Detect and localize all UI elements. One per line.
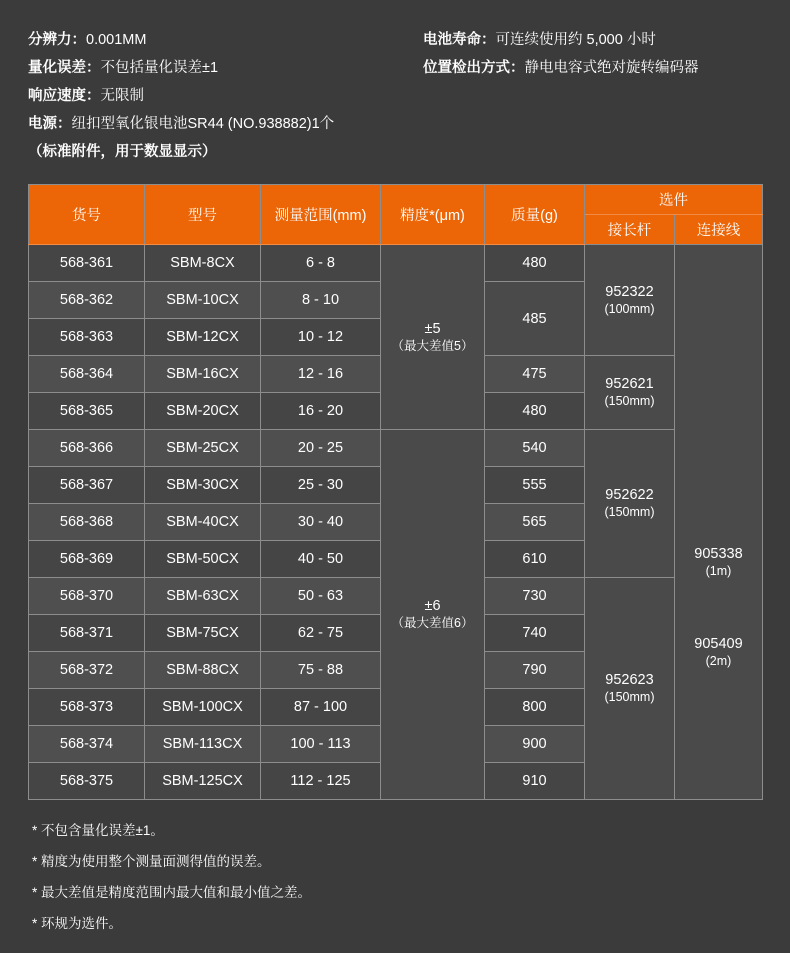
cell-code: 568-368 — [29, 504, 145, 541]
cell-mass-merged: 485 — [485, 282, 585, 356]
spec-battery-life-value: 可连续使用约 5,000 小时 — [495, 32, 656, 48]
cable-code-2: 905409 — [694, 635, 743, 652]
cell-model: SBM-50CX — [145, 541, 261, 578]
cell-model: SBM-30CX — [145, 467, 261, 504]
cell-model: SBM-100CX — [145, 689, 261, 726]
cell-range: 25 - 30 — [261, 467, 381, 504]
cell-mass: 790 — [485, 652, 585, 689]
extension-note: (100mm) — [604, 301, 655, 316]
table-header — [29, 185, 763, 245]
spec-spacer-3 — [423, 138, 762, 166]
cell-extension-group-1 — [585, 245, 675, 356]
spec-spacer-1 — [423, 82, 762, 110]
cable-note-2: (2m) — [705, 653, 732, 668]
product-table — [28, 184, 763, 800]
cell-mass: 910 — [485, 763, 585, 800]
spec-power-source-value: 纽扣型氧化银电池SR44 (NO.938882)1个 — [71, 116, 335, 132]
cell-code: 568-364 — [29, 356, 145, 393]
cell-code: 568-370 — [29, 578, 145, 615]
cell-code: 568-373 — [29, 689, 145, 726]
accuracy-value: ±6 — [424, 598, 441, 614]
extension-code: 952621 — [605, 376, 654, 392]
footnote-3: * 最大差值是精度范围内最大值和最小值之差。 — [32, 885, 312, 900]
footnote-4: * 环规为选件。 — [32, 916, 123, 931]
spec-power-source-note — [28, 138, 423, 166]
spec-resolution — [28, 26, 423, 54]
cell-model: SBM-40CX — [145, 504, 261, 541]
cell-code: 568-369 — [29, 541, 145, 578]
cell-range: 16 - 20 — [261, 393, 381, 430]
accuracy-note: （最大差值6） — [391, 616, 474, 630]
column-header-mass: 质量(g) — [485, 185, 585, 245]
cell-mass: 610 — [485, 541, 585, 578]
cell-mass: 730 — [485, 578, 585, 615]
cell-mass: 475 — [485, 356, 585, 393]
cell-accuracy-group-1 — [381, 245, 485, 430]
spec-response-speed — [28, 82, 423, 110]
accuracy-value: ±5 — [424, 320, 441, 337]
spec-response-speed-value: 无限制 — [100, 88, 144, 104]
spec-battery-life-label: 电池寿命： — [423, 32, 496, 48]
spec-power-source — [28, 110, 423, 138]
cell-model: SBM-20CX — [145, 393, 261, 430]
column-header-accuracy: 精度*(μm) — [381, 185, 485, 245]
cell-code: 568-374 — [29, 726, 145, 763]
cell-mass: 800 — [485, 689, 585, 726]
spec-detection-method-label: 位置检出方式： — [423, 60, 525, 76]
spec-power-source-note-label: （标准附件，用于数显显示） — [28, 144, 217, 160]
cell-range: 112 - 125 — [261, 763, 381, 800]
column-header-code: 货号 — [29, 185, 145, 245]
spec-power-source-label: 电源： — [28, 116, 72, 132]
cell-model: SBM-125CX — [145, 763, 261, 800]
cell-model: SBM-63CX — [145, 578, 261, 615]
extension-note: (150mm) — [604, 394, 655, 408]
cell-range: 87 - 100 — [261, 689, 381, 726]
spec-resolution-value: 0.001MM — [86, 32, 147, 48]
cell-model: SBM-12CX — [145, 319, 261, 356]
cell-model: SBM-113CX — [145, 726, 261, 763]
cable-code-1: 905338 — [694, 545, 743, 562]
column-header-range: 测量范围(mm) — [261, 185, 381, 245]
spec-quantization-error-label: 量化误差： — [28, 60, 101, 76]
column-header-extension: 接长杆 — [585, 215, 675, 245]
cell-mass: 540 — [485, 430, 585, 467]
cell-range: 20 - 25 — [261, 430, 381, 467]
spec-spacer-2 — [423, 110, 762, 138]
cell-model: SBM-10CX — [145, 282, 261, 319]
cell-code: 568-372 — [29, 652, 145, 689]
spec-quantization-error-value: 不包括量化误差±1 — [100, 60, 219, 76]
cell-mass: 480 — [485, 245, 585, 282]
cell-code: 568-363 — [29, 319, 145, 356]
cell-range: 50 - 63 — [261, 578, 381, 615]
cell-code: 568-375 — [29, 763, 145, 800]
extension-note: (150mm) — [604, 505, 655, 519]
cell-model: SBM-8CX — [145, 245, 261, 282]
cell-mass: 740 — [485, 615, 585, 652]
column-header-model: 型号 — [145, 185, 261, 245]
extension-code: 952322 — [605, 283, 654, 300]
cell-range: 6 - 8 — [261, 245, 381, 282]
spec-battery-life — [423, 26, 762, 54]
accuracy-note: （最大差值5） — [391, 338, 474, 353]
cell-code: 568-371 — [29, 615, 145, 652]
cell-mass: 555 — [485, 467, 585, 504]
cell-model: SBM-88CX — [145, 652, 261, 689]
cell-model: SBM-16CX — [145, 356, 261, 393]
cell-mass: 565 — [485, 504, 585, 541]
footnote-1: * 不包含量化误差±1。 — [32, 823, 164, 838]
cell-model: SBM-75CX — [145, 615, 261, 652]
table-body — [29, 245, 763, 800]
cable-note-1: (1m) — [705, 563, 732, 578]
specifications-block — [28, 26, 762, 166]
cell-extension-group-4 — [585, 578, 675, 800]
footnotes — [28, 822, 762, 933]
extension-code: 952623 — [605, 672, 654, 688]
cell-mass: 900 — [485, 726, 585, 763]
spec-detection-method-value: 静电电容式绝对旋转编码器 — [524, 60, 699, 76]
column-header-cable: 连接线 — [675, 215, 763, 245]
cell-range: 100 - 113 — [261, 726, 381, 763]
column-header-options: 选件 — [585, 185, 763, 215]
cell-code: 568-365 — [29, 393, 145, 430]
cell-range: 30 - 40 — [261, 504, 381, 541]
cell-mass: 480 — [485, 393, 585, 430]
spec-response-speed-label: 响应速度： — [28, 88, 101, 104]
extension-note: (150mm) — [604, 690, 655, 704]
table-row — [29, 430, 763, 467]
cell-range: 12 - 16 — [261, 356, 381, 393]
cell-cable-group — [675, 245, 763, 800]
table-row — [29, 245, 763, 282]
cell-model: SBM-25CX — [145, 430, 261, 467]
cell-range: 10 - 12 — [261, 319, 381, 356]
cell-accuracy-group-2 — [381, 430, 485, 800]
cell-extension-group-2 — [585, 356, 675, 430]
cell-range: 62 - 75 — [261, 615, 381, 652]
cell-range: 8 - 10 — [261, 282, 381, 319]
spec-resolution-label: 分辨力： — [28, 32, 86, 48]
spec-quantization-error — [28, 54, 423, 82]
cell-code: 568-361 — [29, 245, 145, 282]
cell-code: 568-366 — [29, 430, 145, 467]
cell-extension-group-3 — [585, 430, 675, 578]
spec-detection-method — [423, 54, 762, 82]
footnote-2: * 精度为使用整个测量面测得值的误差。 — [32, 854, 271, 869]
cell-range: 40 - 50 — [261, 541, 381, 578]
extension-code: 952622 — [605, 487, 654, 503]
cell-code: 568-362 — [29, 282, 145, 319]
cell-code: 568-367 — [29, 467, 145, 504]
cell-range: 75 - 88 — [261, 652, 381, 689]
